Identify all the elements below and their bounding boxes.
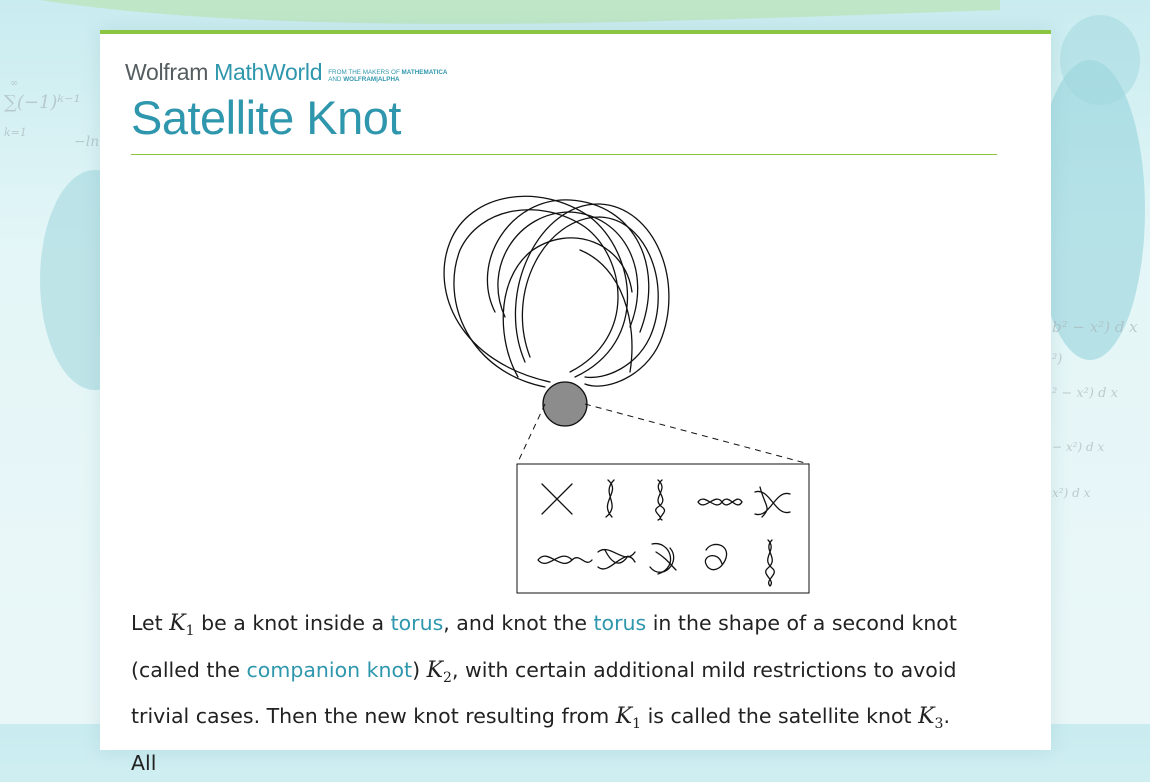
math-var: K [426,657,444,683]
math-var: K [169,611,186,636]
bg-equation-index: k=1 [4,126,27,139]
tagline-wolframalpha: WOLFRAM|ALPHA [343,75,400,83]
math-k1-repeat [615,704,642,732]
torus-link-2[interactable]: torus [593,611,647,635]
text-segment: be a knot inside a [194,611,391,635]
text-segment: Let [131,611,170,635]
site-logo[interactable] [125,60,447,86]
content-card [100,30,1051,775]
text-segment: . All [131,704,950,775]
logo-wolfram-text: Wolfram [125,59,209,85]
definition-paragraph [131,604,981,782]
satellite-disk [543,382,587,426]
zoom-line-right [585,404,809,464]
math-subscript: 2 [443,669,452,686]
tagline-line2: AND [328,75,342,83]
math-subscript: 1 [185,623,195,639]
math-subscript: 1 [632,716,642,732]
tangle-inset-box [517,464,809,593]
math-k1 [169,611,195,639]
knot-tube-strands [444,196,669,387]
math-k3 [918,704,944,732]
title-divider [131,154,997,155]
math-subscript: 3 [934,716,944,732]
satellite-knot-figure [400,172,740,572]
logo-tagline [328,69,447,83]
bg-equation-ln: −ln [74,134,100,150]
tagline-line1: FROM THE MAKERS OF [328,68,400,76]
torus-link[interactable]: torus [390,611,444,635]
bg-equation-sum: ∑(−1)ᵏ⁻¹ [4,92,81,113]
text-segment: in the shape of a second knot (called the [131,611,957,682]
bg-equation-right-4: − x²) d x [1052,440,1105,454]
satellite-knot-diagram [400,172,740,572]
math-var: K [615,704,633,729]
math-k2 [426,657,452,686]
page-title: Satellite Knot [131,91,401,144]
bg-equation-right-1: b² − x²) d x [1052,318,1138,336]
bg-equation-right-3: ² − x²) d x [1052,386,1118,401]
text-segment: is called the satellite knot [641,704,919,728]
companion-knot-link[interactable]: companion knot [246,657,413,682]
text-segment: ) [412,657,427,682]
bg-equation-right-5: x²) d x [1052,486,1091,500]
logo-mathworld-text: MathWorld [214,59,323,85]
tagline-mathematica: MATHEMATICA [401,68,448,76]
bg-equation-inf: ∞ [10,78,19,89]
text-segment: , and knot the [443,611,594,635]
bg-equation-right-2: ²) [1052,352,1063,367]
text-segment: , with certain additional mild restrictions to avoid trivial cases. Then the new knot resulting from [131,657,957,728]
math-var: K [918,704,935,729]
zoom-line-left [517,404,545,464]
